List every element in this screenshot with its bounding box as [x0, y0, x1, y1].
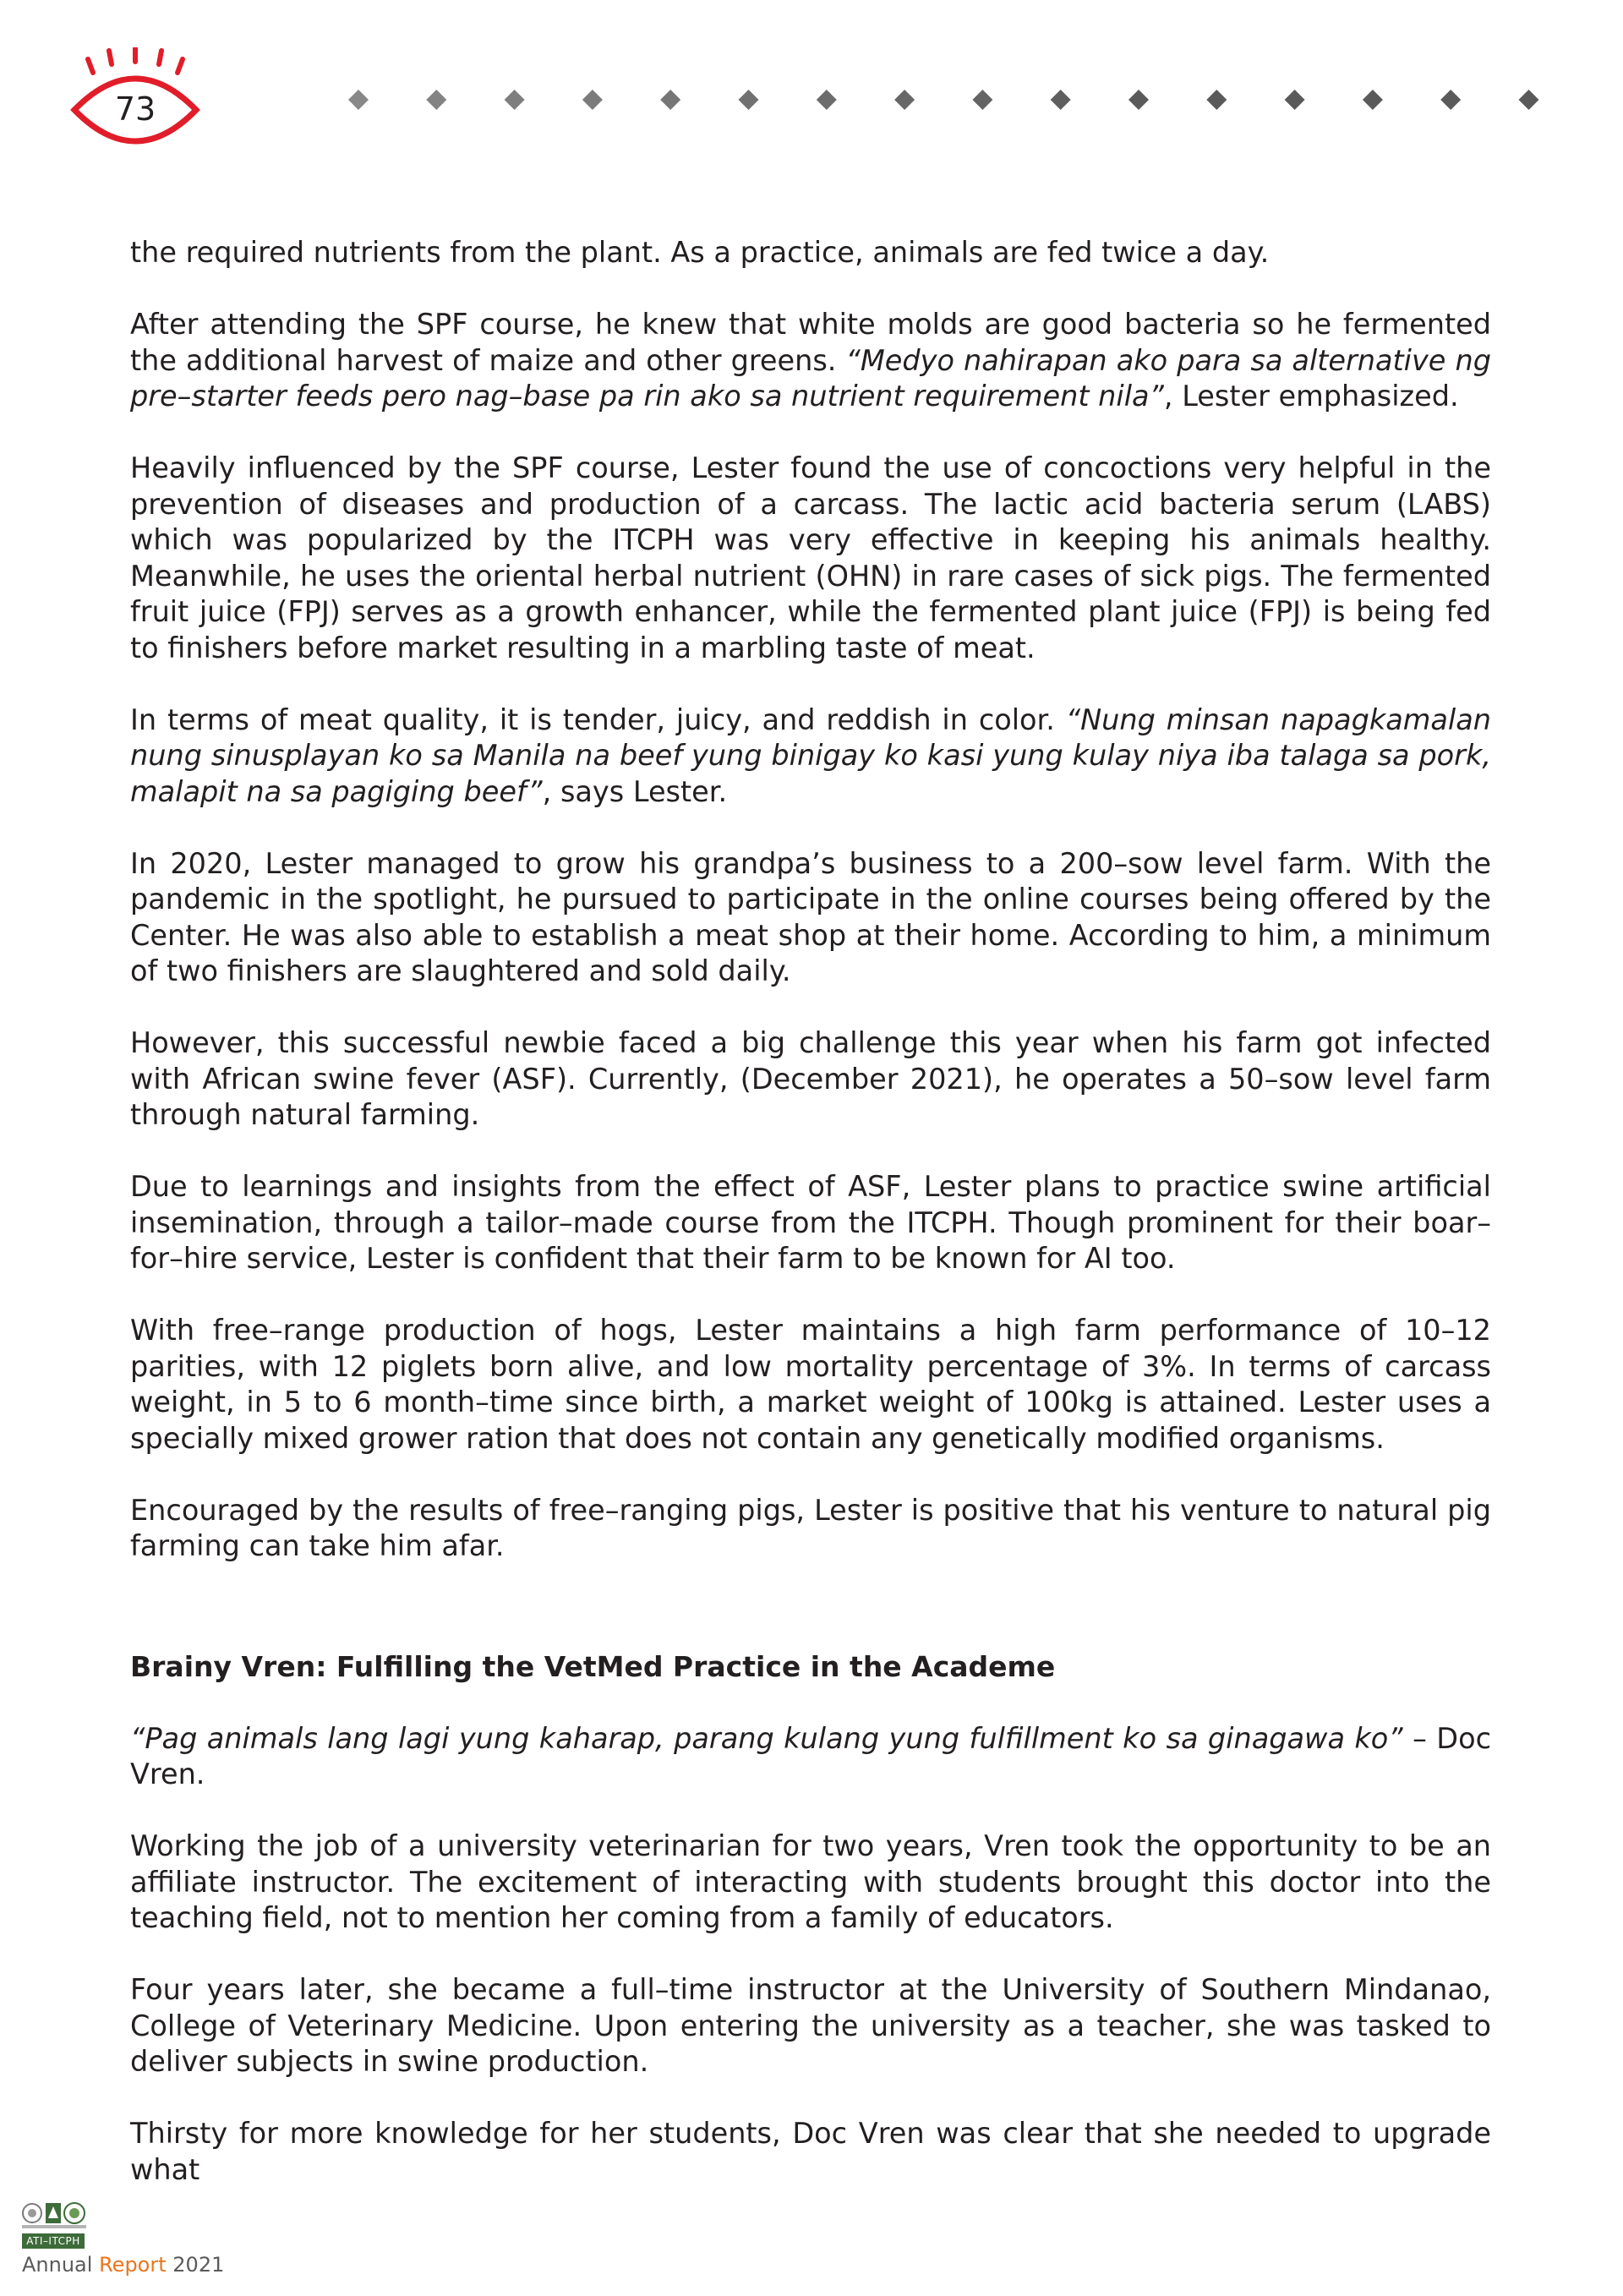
diamond-icon [1128, 90, 1149, 110]
paragraph [130, 1025, 1491, 1134]
paragraph-text: the required nutrients from the plant. As a practice, animals are fed twice a day. [130, 236, 1270, 269]
diamond-icon [894, 90, 915, 110]
quote-text: “Nung minsan napagkamalan nung sinusplayan ko sa Manila na beef yung binigay ko kasi yung kulay niya iba talaga sa pork, malapit na sa pagiging beef” [130, 702, 1491, 808]
paragraph [130, 1829, 1491, 1937]
diamond-icon [972, 90, 992, 110]
diamond-icon [1440, 90, 1461, 110]
quote-text: “Medyo nahirapan ako para sa alternative ng pre–starter feeds pero nag–base pa rin ako sa nutrient requirement nila” [130, 343, 1491, 413]
footer-report-word1: Annual [22, 2253, 93, 2277]
paragraph-text: Working the job of a university veterinarian for two years, Vren took the opportunity to be an affiliate instructor. The excitement of interacting with students brought this doctor into the teaching field, not to mention her coming from a family of educators. [130, 1829, 1491, 1934]
paragraph [130, 235, 1491, 271]
page-header [0, 0, 1623, 169]
paragraph-text: Due to learnings and insights from the effect of ASF, Lester plans to practice swine artificial insemination, through a tailor–made course from the ITCPH. Though prominent for their boar–for–hire service, Lester is confident that their farm to be known for AI too. [130, 1170, 1491, 1275]
certification-seals-icon [20, 2196, 88, 2230]
diamond-icon [1285, 90, 1305, 110]
quote-text: “Pag animals lang lagi yung kaharap, parang kulang yung fulfillment ko sa ginagawa ko” [130, 1721, 1403, 1755]
article-section-vren [130, 1721, 1491, 2189]
paragraph-text: , says Lester. [542, 774, 728, 808]
page-number: 73 [114, 90, 156, 128]
page-footer [20, 2196, 240, 2286]
diamond-icon [1519, 90, 1539, 110]
diamond-icon [1051, 90, 1071, 110]
paragraph-text: After attending the SPF course, he knew that white molds are good bacteria so he fermented the additional harvest of maize and other greens. [130, 308, 1491, 377]
paragraph [130, 702, 1491, 811]
paragraph-text: In 2020, Lester managed to grow his grandpa’s business to a 200–sow level farm. With the pandemic in the spotlight, he pursued to participate in the online courses being offered by the Center. He was also able to establish a meat shop at their home. According to him, a minimum of two finishers are slaughtered and sold daily. [130, 846, 1491, 987]
diamond-icon [582, 90, 603, 110]
diamond-icon [505, 90, 525, 110]
paragraph [130, 1313, 1491, 1457]
paragraph-text: Encouraged by the results of free–ranging pigs, Lester is positive that his venture to natural pig farming can take him afar. [130, 1493, 1491, 1562]
footer-brand: ATI–ITCPH [22, 2233, 85, 2249]
diamond-icon [348, 90, 369, 110]
article-section-lester [130, 235, 1491, 1565]
diamond-icon [1363, 90, 1383, 110]
paragraph-text: With free–range production of hogs, Lester maintains a high farm performance of 10–12 parities, with 12 piglets born alive, and low mortality percentage of 3%. In terms of carcass weight, in 5 to 6 month–time since birth, a market weight of 100kg is attained. Lester uses a specially mixed grower ration that does not contain any genetically modified organisms. [130, 1314, 1491, 1455]
diamond-icon [660, 90, 680, 110]
diamond-icon [739, 90, 759, 110]
footer-report-word2: Report [99, 2253, 167, 2277]
paragraph [130, 846, 1491, 990]
section-heading: Brainy Vren: Fulfilling the VetMed Practice in the Academe [130, 1649, 1056, 1683]
section-spacer [130, 1565, 1491, 1649]
paragraph-text: However, this successful newbie faced a big challenge this year when his farm got infected with African swine fever (ASF). Currently, (December 2021), he operates a 50–sow level farm through natural farming. [130, 1026, 1491, 1131]
diamond-icon [426, 90, 446, 110]
paragraph [130, 1972, 1491, 2080]
paragraph [130, 307, 1491, 415]
diamond-divider [338, 83, 1623, 117]
paragraph-text: , Lester emphasized. [1163, 380, 1459, 413]
paragraph [130, 1169, 1491, 1277]
paragraph [130, 1493, 1491, 1565]
paragraph-text: – Doc Vren. [130, 1721, 1491, 1790]
paragraph-text: In terms of meat quality, it is tender, juicy, and reddish in color. [130, 702, 1066, 736]
paragraph [130, 2116, 1491, 2188]
article-body [130, 235, 1491, 2188]
footer-report-title [22, 2252, 224, 2277]
footer-report-year: 2021 [172, 2253, 225, 2277]
paragraph [130, 1721, 1491, 1793]
paragraph-text: Four years later, she became a full–time instructor at the University of Southern Mindanao, College of Veterinary Medicine. Upon entering the university as a teacher, she was tasked to deliver subjects in swine production. [130, 1973, 1491, 2078]
paragraph-text: Heavily influenced by the SPF course, Lester found the use of concoctions very helpful in the prevention of diseases and production of a carcass. The lactic acid bacteria serum (LABS) which was popularized by the ITCPH was very effective in keeping his animals healthy. Meanwhile, he uses the oriental herbal nutrient (OHN) in rare cases of sick pigs. The fermented fruit juice (FPJ) serves as a growth enhancer, while the fermented plant juice (FPJ) is being fed to finishers before market resulting in a marbling taste of meat. [130, 451, 1491, 664]
paragraph [130, 451, 1491, 666]
diamond-icon [1206, 90, 1227, 110]
paragraph-text: Thirsty for more knowledge for her students, Doc Vren was clear that she needed to upgrade what [130, 2117, 1491, 2186]
diamond-icon [817, 90, 837, 110]
